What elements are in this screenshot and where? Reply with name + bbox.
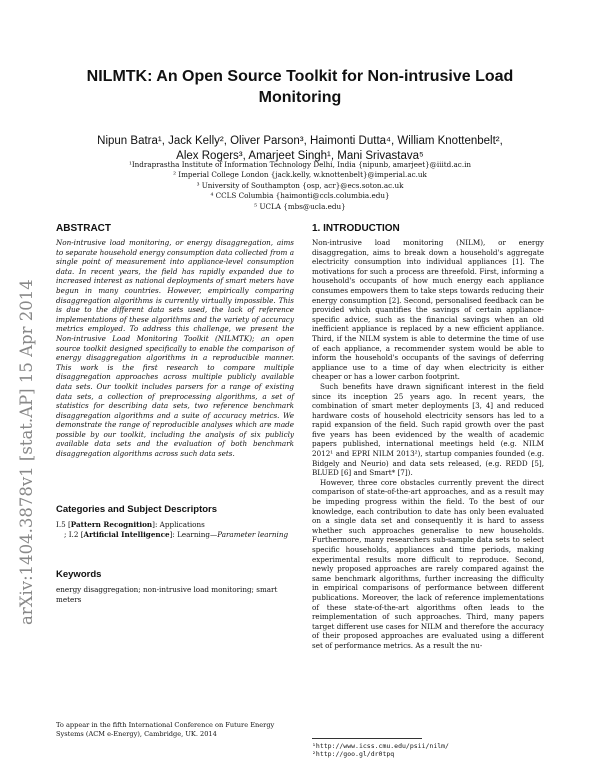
keywords-text: energy disaggregation; non-intrusive load monitoring; smart meters	[56, 585, 278, 604]
abstract-heading: ABSTRACT	[56, 223, 111, 234]
arxiv-watermark-svg	[10, 215, 40, 625]
affiliation: ⁵ UCLA {mbs@ucla.edu}	[254, 201, 346, 211]
keywords-heading: Keywords	[56, 569, 102, 580]
category-line-2	[56, 530, 294, 540]
categories-heading: Categories and Subject Descriptors	[56, 504, 218, 515]
intro-paragraph-2: Such benefits have drawn significant interest in the field since its inception 25 years ago. In recent years, the combination of smart meter deployments [3, 4] and reduced hardware costs of household electricity sensors has led to a rapid expansion of the field. Such rapid growth over the past five years has been evidenced by the wealth of academic papers published, international meetings held (e.g. NILM 2012¹ and EPRI NILM 2013²), startup companies founded (e.g. Bidgely and Neurio) and data sets released, (e.g. REDD [5], BLUED [6] and Smart* [7]).	[312, 381, 544, 478]
affiliation: ² Imperial College London {jack.kelly, w.knottenbelt}@imperial.ac.uk	[173, 170, 427, 180]
paper-title	[40, 66, 560, 108]
footnote-url-2: ²http://goo.gl/dr0tpq	[312, 750, 395, 758]
intro-paragraph-1: Non-intrusive load monitoring (NILM), or energy disaggregation, aims to break down a household's aggregate electricity consumption into individual appliances [1]. The motivations for such a process are threefold. First, informing a household's occupants of how much energy each appliance consumes empowers them to take steps towards reducing their energy consumption [2]. Second, personalised feedback can be provided which quantifies the savings of certain appliance-specific advice, such as the financial savings when an old inefficient appliance is replaced by a new efficient appliance. Third, if the NILM system is able to determine the time of use of each appliance, a recommender system would be able to inform the household's occupants of the savings of deferring appliance use to a time of day when electricity is either cheaper or has a lower carbon footprint.	[312, 238, 544, 382]
footnote-url-1: ¹http://www.icss.cmu.edu/psii/nilm/	[312, 742, 449, 750]
category-bold: Artificial Intelligence	[83, 529, 170, 539]
authors-line-2: Alex Rogers³, Amarjeet Singh¹, Mani Srivastava⁵	[176, 150, 424, 162]
category-prefix: I.5 [	[56, 520, 71, 529]
category-italic: Parameter learning	[217, 529, 289, 539]
arxiv-watermark-text: arXiv:1404.3878v1 [stat.AP] 15 Apr 2014	[17, 279, 36, 625]
category-bold: Pattern Recognition	[70, 520, 153, 529]
category-suffix: ]: Learning—	[169, 529, 218, 539]
category-suffix: ]: Applications	[152, 520, 205, 529]
authors-line-1: Nipun Batra¹, Jack Kelly², Oliver Parson³, Haimonti Dutta⁴, William Knottenbelt²,	[97, 135, 503, 147]
category-prefix: ; I.2 [	[64, 529, 84, 539]
affiliations	[70, 160, 530, 212]
arxiv-watermark	[10, 215, 40, 625]
footnote-rule	[312, 738, 422, 739]
intro-paragraph-3: However, three core obstacles currently prevent the direct comparison of state-of-the-art approaches, and as a result may be impeding progress within the field. To the best of our knowledge, each contribution to date has only been evaluated on a single data set and consequently it is hard to assess whether such approaches generalise to new households. Furthermore, many researchers sub-sample data sets to select specific households, appliances and time periods, making experimental results more difficult to reproduce. Second, newly proposed approaches are rarely compared against the same benchmark algorithms, further increasing the difficulty in empirical comparisons of performance between different publications. Moreover, the lack of reference implementations of these state-of-the-art algorithms often leads to the reimplementation of such approaches. Third, many papers target different use cases for NILM and therefore the accuracy of their proposed approaches are evaluated using a different set of performance metrics. As a result the nu-	[312, 477, 544, 650]
category-line-1	[56, 520, 294, 530]
intro-body	[312, 238, 544, 651]
conference-footnote: To appear in the fifth International Conference on Future Energy Systems (ACM e-Energy), Cambridge, UK. 2014	[56, 721, 275, 738]
intro-heading: 1. INTRODUCTION	[312, 223, 400, 234]
affiliation: ³ University of Southampton {osp, acr}@ecs.soton.ac.uk	[196, 180, 404, 190]
categories-text	[56, 520, 294, 539]
affiliation: ¹Indraprastha Institute of Information Technology Delhi, India {nipunb, amarjeet}@iiitd.ac.in	[128, 160, 472, 169]
title-line-1: NILMTK: An Open Source Toolkit for Non-intrusive Load	[86, 68, 514, 85]
title-line-2: Monitoring	[258, 89, 342, 106]
affiliation: ⁴ CCLS Columbia {haimonti@ccls.columbia.edu}	[210, 191, 390, 201]
intro-footnotes	[312, 738, 544, 758]
abstract-text: Non-intrusive load monitoring, or energy disaggregation, aims to separate household energy consumption data collected from a single point of measurement into appliance-level consumption data. In recent years, the field has rapidly expanded due to increased interest as national deployments of smart meters have begun in many countries. However, empirically comparing disaggregation algorithms is currently virtually impossible. This is due to the different data sets used, the lack of reference implementations of these algorithms and the variety of accuracy metrics employed. To address this challenge, we present the Non-intrusive Load Monitoring Toolkit (NILMTK); an open source toolkit designed specifically to enable the comparison of energy disaggregation algorithms in a reproducible manner. This work is the first research to compare multiple disaggregation approaches across multiple publicly available data sets. Our toolkit includes parsers for a range of existing data sets, a collection of preprocessing algorithms, a set of statistics for describing data sets, two reference benchmark disaggregation algorithms and a suite of accuracy metrics. We demonstrate the range of reproducible analyses which are made possible by our toolkit, including the analysis of six publicly available data sets and the evaluation of both benchmark disaggregation algorithms across such data sets.	[56, 238, 294, 459]
